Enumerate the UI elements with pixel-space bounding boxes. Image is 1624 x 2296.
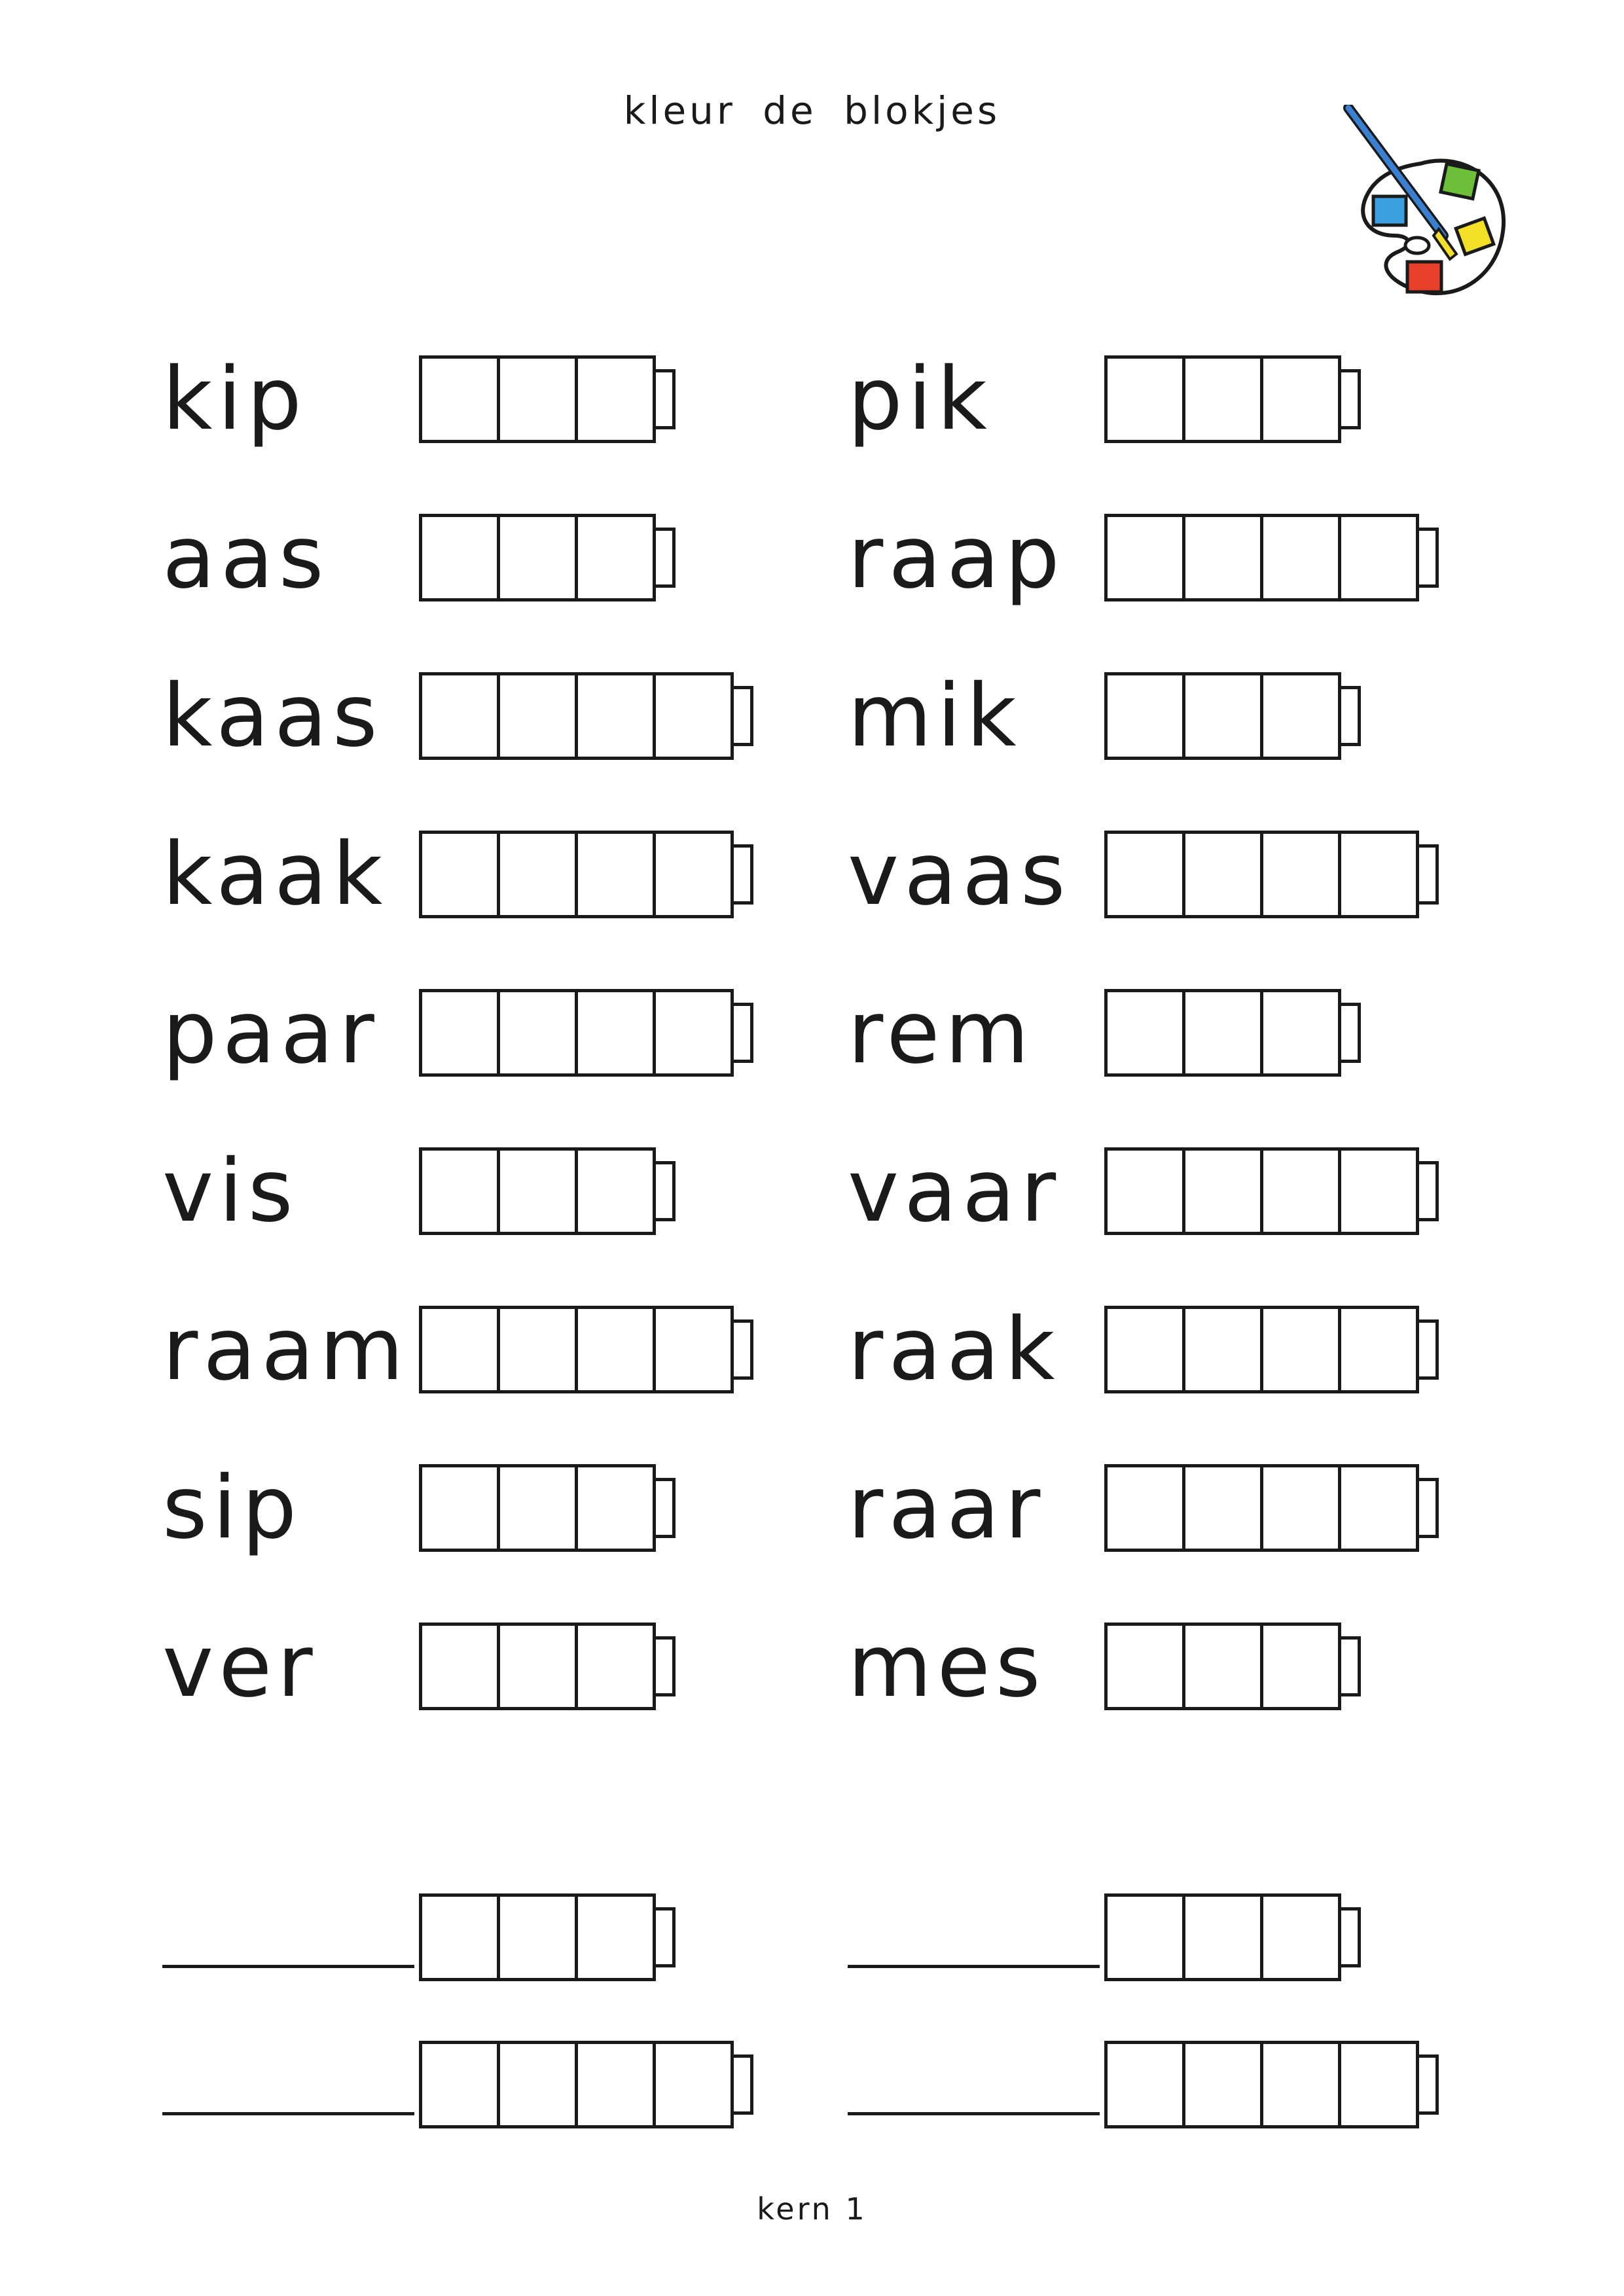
color-block[interactable] (1338, 1464, 1419, 1552)
block-strip-end-cap (734, 2054, 753, 2115)
write-line[interactable] (848, 2112, 1100, 2115)
word-label: kaak (162, 824, 388, 925)
page-footer: kern 1 (757, 2191, 867, 2227)
block-strip (419, 670, 753, 762)
color-block[interactable] (1104, 514, 1185, 601)
color-block[interactable] (575, 831, 656, 918)
block-strip (1104, 670, 1361, 762)
color-block[interactable] (1338, 1147, 1419, 1235)
color-block[interactable] (1182, 672, 1263, 760)
color-block[interactable] (1104, 989, 1185, 1077)
block-strip (419, 1621, 676, 1712)
block-strip-end-cap (656, 1161, 676, 1221)
block-strip-end-cap (1341, 686, 1361, 746)
block-strip-end-cap (1341, 1907, 1361, 1967)
color-block[interactable] (419, 989, 500, 1077)
color-block[interactable] (1260, 672, 1341, 760)
block-strip (1104, 512, 1439, 603)
color-block[interactable] (1104, 1464, 1185, 1552)
word-label: kaas (162, 666, 383, 766)
color-block[interactable] (1338, 1306, 1419, 1393)
color-block[interactable] (419, 1623, 500, 1710)
block-strip-end-cap (1419, 528, 1439, 588)
block-strip (419, 987, 753, 1079)
color-block[interactable] (419, 514, 500, 601)
color-block[interactable] (497, 831, 578, 918)
block-strip (1104, 1462, 1439, 1554)
palette-red-swatch (1407, 262, 1441, 292)
word-label: mes (848, 1616, 1046, 1717)
block-strip (419, 829, 753, 920)
color-block[interactable] (575, 355, 656, 443)
color-block[interactable] (1104, 1623, 1185, 1710)
color-block[interactable] (419, 355, 500, 443)
color-block[interactable] (497, 989, 578, 1077)
color-block[interactable] (575, 2041, 656, 2128)
palette-blue-swatch (1373, 196, 1406, 225)
word-label: paar (162, 982, 380, 1083)
block-strip-end-cap (1419, 2054, 1439, 2115)
color-block[interactable] (1182, 514, 1263, 601)
color-block[interactable] (419, 1147, 500, 1235)
block-strip-end-cap (1419, 1161, 1439, 1221)
block-strip-end-cap (1341, 369, 1361, 429)
color-block[interactable] (1182, 2041, 1263, 2128)
color-block[interactable] (653, 989, 734, 1077)
word-label: aas (162, 507, 329, 608)
color-block[interactable] (419, 831, 500, 918)
color-block[interactable] (1104, 672, 1185, 760)
block-strip (1104, 353, 1361, 445)
word-label: raap (848, 507, 1065, 608)
block-strip (1104, 1621, 1361, 1712)
block-strip (1104, 1892, 1361, 1983)
block-strip-end-cap (656, 1907, 676, 1967)
color-block[interactable] (1182, 1464, 1263, 1552)
word-label: sip (162, 1458, 302, 1558)
color-block[interactable] (1104, 2041, 1185, 2128)
color-block[interactable] (497, 1623, 578, 1710)
page-title: kleur de blokjes (623, 88, 1001, 133)
color-block[interactable] (1338, 2041, 1419, 2128)
color-block[interactable] (1260, 2041, 1341, 2128)
color-block[interactable] (1182, 1623, 1263, 1710)
color-block[interactable] (1260, 1893, 1341, 1981)
color-block[interactable] (1182, 355, 1263, 443)
word-label: mik (848, 666, 1022, 766)
color-block[interactable] (419, 1893, 500, 1981)
word-label: raam (162, 1299, 409, 1400)
color-block[interactable] (419, 1306, 500, 1393)
color-block[interactable] (497, 355, 578, 443)
word-label: vis (162, 1141, 298, 1242)
block-strip (419, 353, 676, 445)
color-block[interactable] (1260, 355, 1341, 443)
color-block[interactable] (497, 514, 578, 601)
color-block[interactable] (575, 1464, 656, 1552)
block-strip (1104, 1304, 1439, 1395)
block-strip (419, 1462, 676, 1554)
write-line[interactable] (162, 2112, 414, 2115)
block-strip (1104, 1145, 1439, 1237)
block-strip-end-cap (1419, 844, 1439, 905)
block-strip-end-cap (734, 1003, 753, 1063)
color-block[interactable] (575, 989, 656, 1077)
block-strip-end-cap (734, 1319, 753, 1380)
color-block[interactable] (1182, 1893, 1263, 1981)
color-block[interactable] (1104, 1147, 1185, 1235)
word-label: rem (848, 982, 1035, 1083)
color-block[interactable] (497, 1306, 578, 1393)
color-block[interactable] (1338, 514, 1419, 601)
color-block[interactable] (1104, 1893, 1185, 1981)
paint-palette-icon (1335, 105, 1519, 314)
color-block[interactable] (575, 514, 656, 601)
color-block[interactable] (1260, 514, 1341, 601)
color-block[interactable] (1104, 831, 1185, 918)
word-label: raar (848, 1458, 1046, 1558)
color-block[interactable] (575, 672, 656, 760)
word-label: vaas (848, 824, 1071, 925)
color-block[interactable] (1260, 1306, 1341, 1393)
word-label: raak (848, 1299, 1060, 1400)
block-strip-end-cap (1341, 1003, 1361, 1063)
color-block[interactable] (653, 831, 734, 918)
block-strip (1104, 2039, 1439, 2130)
block-strip (419, 1304, 753, 1395)
palette-green-swatch (1441, 164, 1479, 198)
color-block[interactable] (1182, 831, 1263, 918)
color-block[interactable] (1182, 1306, 1263, 1393)
color-block[interactable] (575, 1147, 656, 1235)
color-block[interactable] (653, 1306, 734, 1393)
color-block[interactable] (419, 672, 500, 760)
block-strip (1104, 987, 1361, 1079)
color-block[interactable] (1104, 1306, 1185, 1393)
color-block[interactable] (1260, 989, 1341, 1077)
color-block[interactable] (1182, 989, 1263, 1077)
word-label: ver (162, 1616, 318, 1717)
block-strip (1104, 829, 1439, 920)
color-block[interactable] (1260, 1147, 1341, 1235)
color-block[interactable] (653, 2041, 734, 2128)
color-block[interactable] (575, 1893, 656, 1981)
block-strip (419, 1145, 676, 1237)
block-strip-end-cap (1419, 1319, 1439, 1380)
block-strip-end-cap (1341, 1636, 1361, 1696)
color-block[interactable] (1260, 1464, 1341, 1552)
color-block[interactable] (497, 1147, 578, 1235)
color-block[interactable] (419, 1464, 500, 1552)
color-block[interactable] (1338, 831, 1419, 918)
block-strip-end-cap (656, 1478, 676, 1538)
color-block[interactable] (497, 1893, 578, 1981)
block-strip-end-cap (656, 369, 676, 429)
color-block[interactable] (419, 2041, 500, 2128)
word-label: vaar (848, 1141, 1062, 1242)
block-strip (419, 2039, 753, 2130)
write-line[interactable] (162, 1965, 414, 1968)
color-block[interactable] (1260, 1623, 1341, 1710)
color-block[interactable] (575, 1623, 656, 1710)
block-strip-end-cap (734, 686, 753, 746)
color-block[interactable] (497, 672, 578, 760)
word-label: pik (848, 349, 992, 450)
color-block[interactable] (575, 1306, 656, 1393)
color-block[interactable] (497, 2041, 578, 2128)
color-block[interactable] (1182, 1147, 1263, 1235)
block-strip-end-cap (1419, 1478, 1439, 1538)
write-line[interactable] (848, 1965, 1100, 1968)
block-strip-end-cap (656, 528, 676, 588)
color-block[interactable] (653, 672, 734, 760)
color-block[interactable] (1260, 831, 1341, 918)
block-strip (419, 512, 676, 603)
block-strip-end-cap (656, 1636, 676, 1696)
block-strip (419, 1892, 676, 1983)
color-block[interactable] (1104, 355, 1185, 443)
color-block[interactable] (497, 1464, 578, 1552)
word-label: kip (162, 349, 307, 450)
block-strip-end-cap (734, 844, 753, 905)
